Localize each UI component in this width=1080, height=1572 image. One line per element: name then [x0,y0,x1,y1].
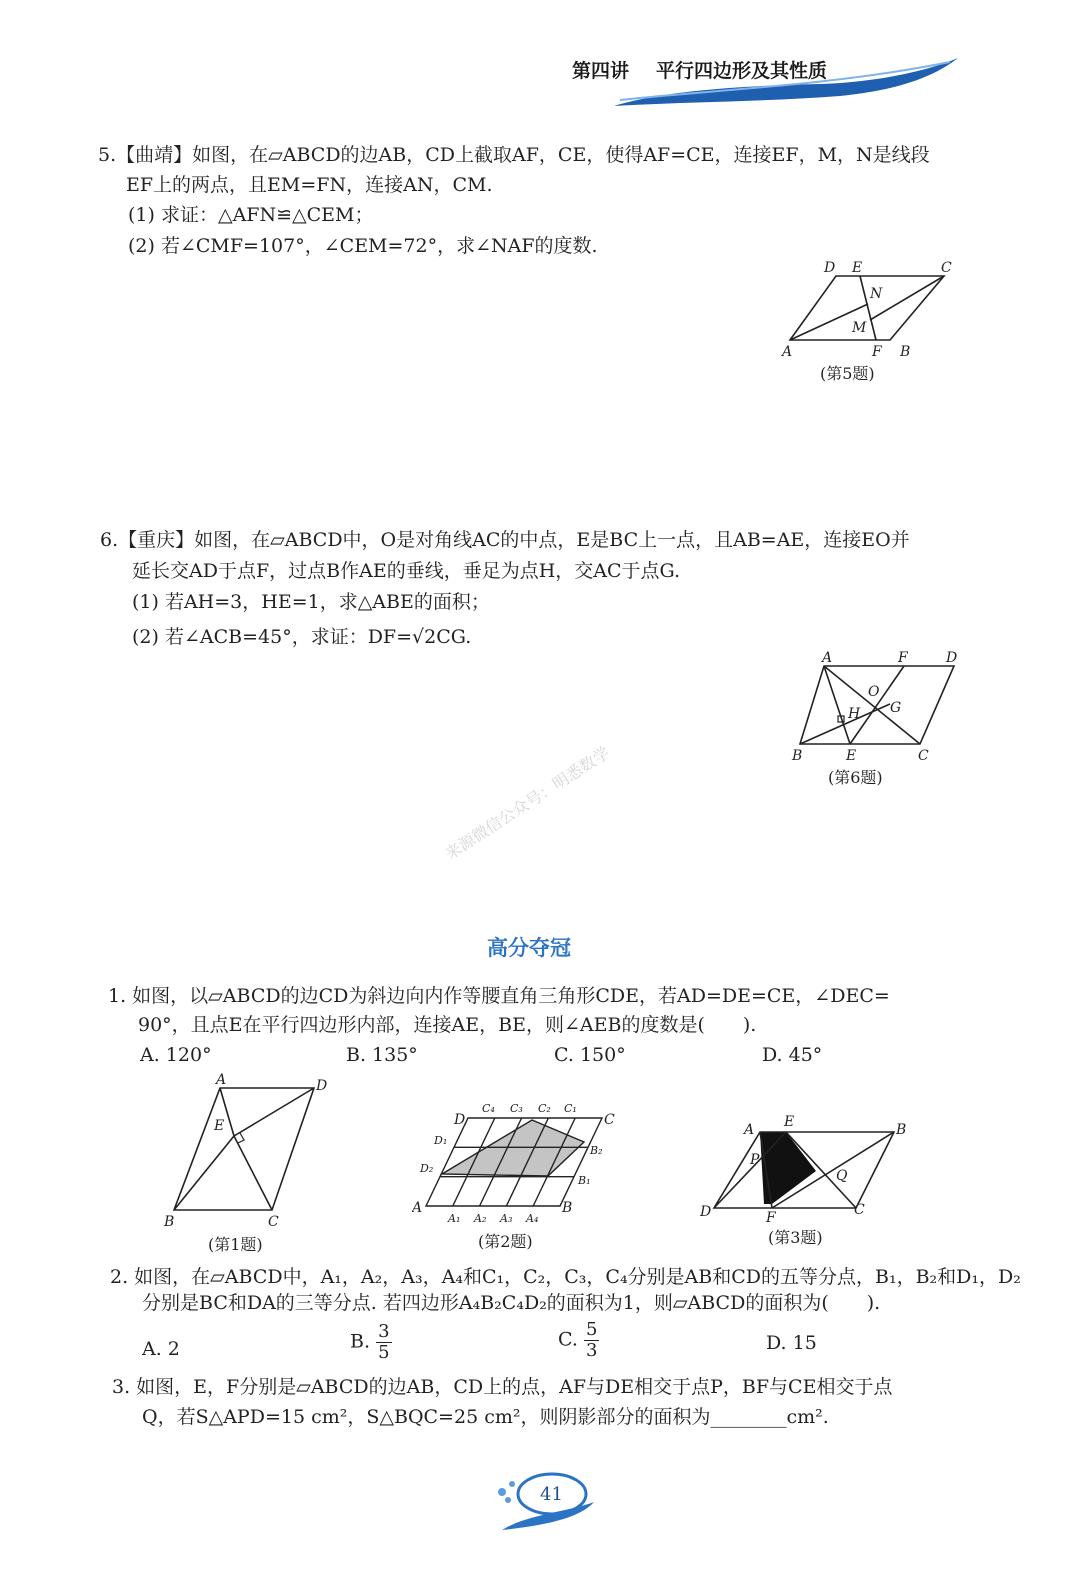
q6-label-a: A [822,650,833,666]
q6-label-o: O [868,684,880,700]
h1-option-d: D. 45° [762,1044,823,1066]
h2-label-b2: B₂ [590,1144,603,1157]
h3-label-q: Q [836,1168,848,1184]
h2-label-c1: C₁ [564,1102,577,1115]
h2-label-a2: A₂ [474,1212,487,1225]
h2-line1: 2. 如图，在▱ABCD中，A₁，A₂，A₃，A₄和C₁，C₂，C₃，C₄分别是AB和CD的五等分点，B₁，B₂和D₁，D₂ [110,1266,1021,1288]
h1-label-c: C [268,1214,279,1230]
h2-label-b1: B₁ [578,1174,591,1187]
h2-caption: (第2题) [478,1232,533,1251]
h1-option-c: C. 150° [554,1044,626,1066]
h2-option-c [558,1320,599,1361]
q6-label-c: C [918,748,929,764]
h1-line1: 1. 如图，以▱ABCD的边CD为斜边向内作等腰直角三角形CDE，若AD=DE=CE，∠DEC= [108,985,890,1007]
q5-figure [776,256,966,366]
q6-label-f: F [898,650,908,666]
chapter-title: 平行四边形及其性质 [656,60,828,82]
q5-label-n: N [870,286,883,302]
h3-caption: (第3题) [768,1228,823,1247]
h2-label-a1: A₁ [448,1212,461,1225]
h2-option-b [350,1322,392,1363]
q6-label-d: D [946,650,958,666]
h2-option-b-numerator: 3 [378,1321,390,1342]
h2-option-a: A. 2 [142,1338,180,1360]
q6-line1: 6.【重庆】如图，在▱ABCD中，O是对角线AC的中点，E是BC上一点，且AB=AE，连接EO并 [100,529,910,551]
q5-line2: EF上的两点，且EM=FN，连接AN，CM. [126,174,493,196]
section-title: 高分夺冠 [487,936,571,960]
q6-line2: 延长交AD于点F，过点B作AE的垂线，垂足为点H，交AC于点G. [132,560,681,582]
h1-line2: 90°，且点E在平行四边形内部，连接AE，BE，则∠AEB的度数是( ). [138,1014,757,1036]
watermark-text: 来源微信公众号：明悉数学 [441,742,614,864]
h2-option-b-fraction [376,1322,391,1363]
h2-option-c-prefix: C. [558,1328,578,1351]
h1-caption: (第1题) [208,1235,263,1254]
h2-label-c2: C₂ [538,1102,551,1115]
h1-label-e: E [214,1118,225,1134]
q5-caption: (第5题) [820,364,875,383]
h3-label-d: D [700,1204,712,1220]
q5-label-m: M [852,320,867,336]
h3-label-f: F [766,1210,776,1224]
h3-line2: Q，若S△APD=15 cm²，S△BQC=25 cm²，则阴影部分的面积为________cm². [142,1406,829,1428]
h2-option-b-denominator: 5 [378,1342,390,1363]
h2-label-a: A [412,1200,423,1216]
h2-option-d: D. 15 [766,1332,817,1354]
h1-label-b: B [164,1214,175,1230]
q6-label-b: B [792,748,803,764]
q5-part1: (1) 求证：△AFN≌△CEM； [128,204,374,226]
h3-label-p: P [750,1152,760,1168]
q6-part2: (2) 若∠ACB=45°，求证：DF=√2CG. [132,626,472,648]
page-number: 41 [540,1484,563,1505]
h2-label-a4: A₄ [526,1212,539,1225]
q5-label-c: C [941,260,952,276]
h2-option-c-denominator: 3 [585,1340,598,1361]
q6-caption: (第6题) [828,768,883,787]
h2-option-b-prefix: B. [350,1330,371,1353]
header-swoosh [600,56,970,108]
q5-label-d: D [824,260,836,276]
q5-line1: 5.【曲靖】如图，在▱ABCD的边AB，CD上截取AF，CE，使得AF=CE，连接EF，M，N是线段 [98,144,930,166]
h2-label-c: C [604,1112,615,1128]
h2-label-a3: A₃ [500,1212,513,1225]
q6-label-g: G [890,700,902,716]
h2-label-d2: D₂ [420,1162,434,1175]
h1-figure [158,1072,338,1234]
q5-label-e: E [852,260,863,276]
q6-label-e: E [846,748,857,764]
h2-label-d: D [454,1112,466,1128]
h1-label-a: A [216,1072,227,1088]
h2-label-b: B [562,1200,573,1216]
q5-label-b: B [900,344,911,360]
h3-figure [694,1112,916,1224]
q5-label-a: A [782,344,793,360]
h1-label-d: D [316,1078,328,1094]
h2-option-c-numerator: 5 [585,1319,598,1340]
h2-label-d1: D₁ [434,1134,448,1147]
h2-line2: 分别是BC和DA的三等分点. 若四边形A₄B₂C₄D₂的面积为1，则▱ABCD的面积为( ). [142,1292,881,1314]
h2-label-c3: C₃ [510,1102,523,1115]
chapter-label: 第四讲 [572,60,630,82]
h2-figure [412,1094,624,1232]
q5-part2: (2) 若∠CMF=107°，∠CEM=72°，求∠NAF的度数. [128,235,598,257]
h2-label-c4: C₄ [482,1102,495,1115]
q5-label-f: F [872,344,882,360]
h3-label-b: B [896,1122,907,1138]
h1-option-a: A. 120° [140,1044,212,1066]
q6-label-h: H [848,706,861,722]
h1-option-b: B. 135° [346,1044,418,1066]
h2-option-c-fraction [584,1320,599,1361]
h3-label-e: E [784,1114,795,1130]
q6-figure [786,646,966,766]
h3-label-a: A [744,1122,755,1138]
h3-label-c: C [854,1202,865,1218]
q6-part1: (1) 若AH=3，HE=1，求△ABE的面积； [132,591,490,613]
h3-line1: 3. 如图，E，F分别是▱ABCD的边AB，CD上的点，AF与DE相交于点P，BF与CE相交于点 [112,1376,893,1398]
